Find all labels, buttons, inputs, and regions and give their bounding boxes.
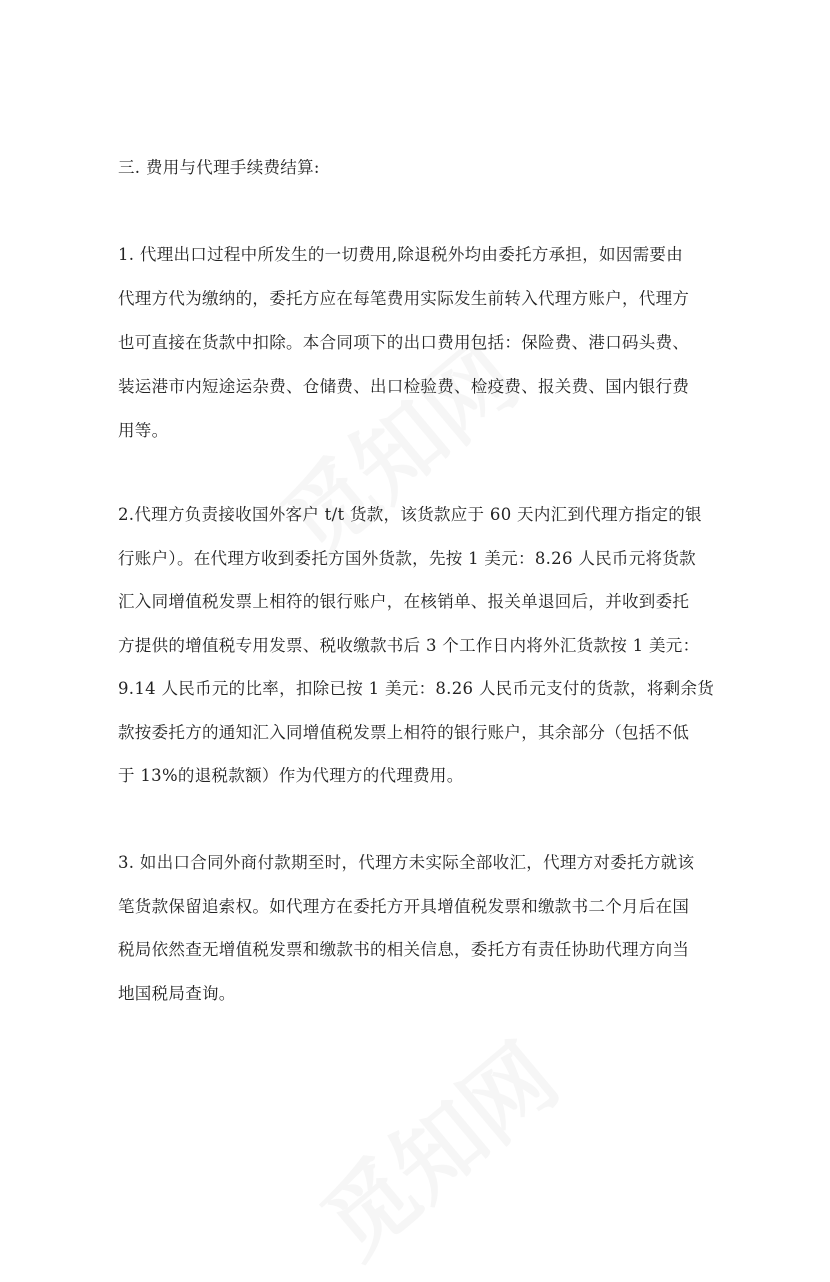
paragraph-2-line: 9.14 人民币元的比率，扣除已按 1 美元：8.26 人民币元支付的货款，将剩余货 bbox=[118, 679, 715, 698]
paragraph-1-line: 也可直接在货款中扣除。本合同项下的出口费用包括：保险费、港口码头费、 bbox=[118, 333, 690, 352]
paragraph-2-line: 于 13%的退税款额）作为代理方的代理费用。 bbox=[118, 766, 464, 785]
paragraph-1-line: 用等。 bbox=[118, 421, 169, 440]
section-heading: 三. 费用与代理手续费结算: bbox=[118, 158, 320, 177]
paragraph-3-line: 笔货款保留追索权。如代理方在委托方开具增值税发票和缴款书二个月后在国 bbox=[118, 896, 690, 916]
paragraph-1-line: 装运港市内短途运杂费、仓储费、出口检验费、检疫费、报关费、国内银行费 bbox=[118, 377, 690, 396]
paragraph-2-line: 行账户）。在代理方收到委托方国外货款，先按 1 美元：8.26 人民币元将货款 bbox=[118, 548, 696, 568]
paragraph-3-line: 税局依然查无增值税发票和缴款书的相关信息，委托方有责任协助代理方向当 bbox=[118, 940, 690, 959]
paragraph-2-line: 2.代理方负责接收国外客户 t/t 货款，该货款应于 60 天内汇到代理方指定的银 bbox=[118, 505, 702, 524]
paragraph-1-line: 代理方代为缴纳的，委托方应在每笔费用实际发生前转入代理方账户，代理方 bbox=[118, 289, 690, 308]
paragraph-1-line: 1. 代理出口过程中所发生的一切费用,除退税外均由委托方承担，如因需要由 bbox=[118, 245, 684, 264]
paragraph-2-line: 汇入同增值税发票上相符的银行账户，在核销单、报关单退回后，并收到委托 bbox=[118, 592, 690, 611]
paragraph-3-line: 地国税局查询。 bbox=[118, 983, 236, 1003]
paragraph-2-line: 款按委托方的通知汇入同增值税发票上相符的银行账户，其余部分（包括不低 bbox=[118, 722, 690, 742]
watermark bbox=[290, 1008, 580, 1281]
paragraph-2-line: 方提供的增值税专用发票、税收缴款书后 3 个工作日内将外汇货款按 1 美元： bbox=[118, 635, 700, 655]
paragraph-3-line: 3. 如出口合同外商付款期至时，代理方未实际全部收汇，代理方对委托方就该 bbox=[118, 853, 695, 872]
